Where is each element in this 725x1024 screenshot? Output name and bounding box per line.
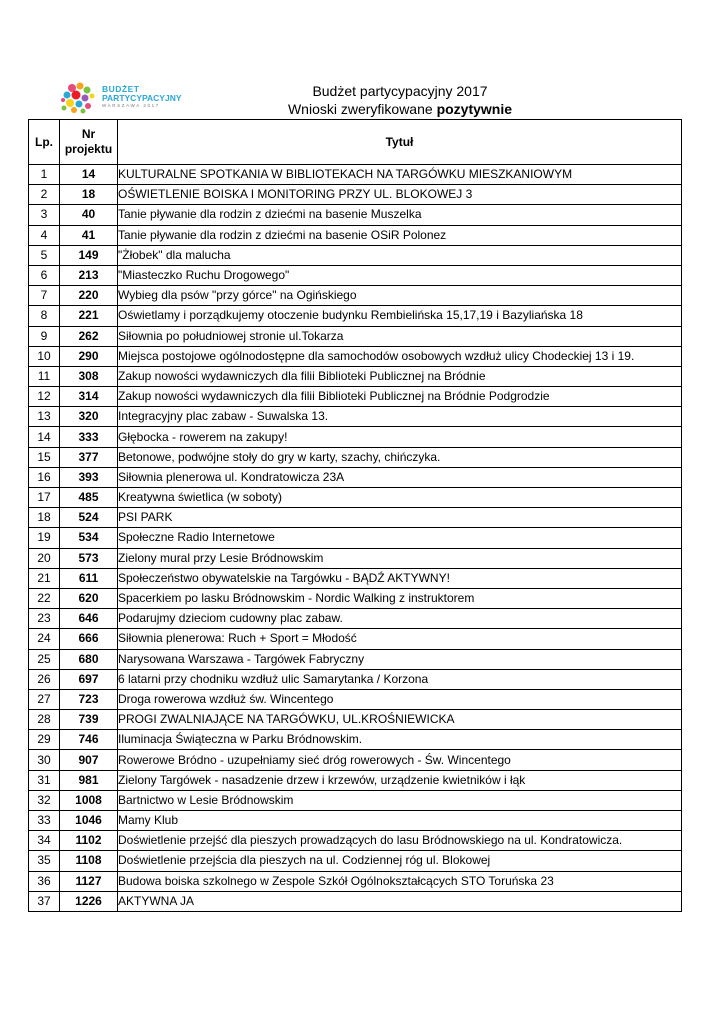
lp-cell: 23 <box>29 609 60 629</box>
table-row <box>29 629 682 649</box>
lp-cell: 34 <box>29 831 60 851</box>
table-row <box>29 286 682 306</box>
project-title-cell: KULTURALNE SPOTKANIA W BIBLIOTEKACH NA TARGÓWKU MIESZKANIOWYM <box>118 165 682 185</box>
lp-cell: 25 <box>29 649 60 669</box>
lp-cell: 24 <box>29 629 60 649</box>
project-title-cell: Siłownia plenerowa: Ruch + Sport = Młodość <box>118 629 682 649</box>
table-header-row <box>29 120 682 165</box>
project-number-cell: 907 <box>60 750 118 770</box>
project-title-cell: OŚWIETLENIE BOISKA I MONITORING PRZY UL. BLOKOWEJ 3 <box>118 185 682 205</box>
project-title-cell: Oświetlamy i porządkujemy otoczenie budynku Rembielińska 15,17,19 i Bazyliańska 18 <box>118 306 682 326</box>
project-number-cell: 697 <box>60 669 118 689</box>
project-number-cell: 620 <box>60 588 118 608</box>
lp-cell: 18 <box>29 508 60 528</box>
table-row <box>29 609 682 629</box>
project-number-cell: 485 <box>60 488 118 508</box>
table-row <box>29 306 682 326</box>
project-title-cell: "Miasteczko Ruchu Drogowego" <box>118 265 682 285</box>
project-number-cell: 611 <box>60 568 118 588</box>
lp-cell: 30 <box>29 750 60 770</box>
lp-cell: 5 <box>29 245 60 265</box>
project-title-cell: Wybieg dla psów "przy górce" na Ogińskiego <box>118 286 682 306</box>
project-title-cell: Droga rowerowa wzdłuż św. Wincentego <box>118 689 682 709</box>
table-row <box>29 225 682 245</box>
table-row <box>29 588 682 608</box>
table-row <box>29 851 682 871</box>
project-title-cell: Siłownia po południowej stronie ul.Tokarza <box>118 326 682 346</box>
lp-cell: 36 <box>29 871 60 891</box>
project-number-cell: 290 <box>60 346 118 366</box>
table-row <box>29 387 682 407</box>
project-title-cell: Doświetlenie przejścia dla pieszych na ul. Codziennej róg ul. Blokowej <box>118 851 682 871</box>
project-title-cell: AKTYWNA JA <box>118 891 682 911</box>
flower-logo-icon <box>58 78 102 118</box>
lp-cell: 22 <box>29 588 60 608</box>
lp-cell: 16 <box>29 467 60 487</box>
lp-cell: 7 <box>29 286 60 306</box>
project-number-cell: 40 <box>60 205 118 225</box>
project-number-cell: 220 <box>60 286 118 306</box>
project-title-cell: "Żłobek" dla malucha <box>118 245 682 265</box>
table-row <box>29 185 682 205</box>
lp-cell: 27 <box>29 689 60 709</box>
project-title-cell: Iluminacja Świąteczna w Parku Bródnowskim. <box>118 730 682 750</box>
project-number-cell: 981 <box>60 770 118 790</box>
lp-cell: 17 <box>29 488 60 508</box>
project-title-cell: Budowa boiska szkolnego w Zespole Szkół Ogólnokształcących STO Toruńska 23 <box>118 871 682 891</box>
project-title-cell: Społeczeństwo obywatelskie na Targówku - BĄDŹ AKTYWNY! <box>118 568 682 588</box>
project-title-cell: 6 latarni przy chodniku wzdłuż ulic Samarytanka / Korzona <box>118 669 682 689</box>
project-title-cell: PROGI ZWALNIAJĄCE NA TARGÓWKU, UL.KROŚNIEWICKA <box>118 710 682 730</box>
project-number-cell: 1102 <box>60 831 118 851</box>
lp-cell: 28 <box>29 710 60 730</box>
project-title-cell: Miejsca postojowe ogólnodostępne dla samochodów osobowych wzdłuż ulicy Chodeckiej 13 i 19. <box>118 346 682 366</box>
table-row <box>29 245 682 265</box>
nr-header-line-2: projektu <box>64 142 113 156</box>
table-row <box>29 871 682 891</box>
lp-cell: 3 <box>29 205 60 225</box>
table-row <box>29 265 682 285</box>
lp-cell: 8 <box>29 306 60 326</box>
lp-cell: 11 <box>29 366 60 386</box>
table-row <box>29 790 682 810</box>
logo-line-3: WARSZAWA 2017 <box>102 103 160 108</box>
project-number-cell: 534 <box>60 528 118 548</box>
project-number-cell: 1046 <box>60 811 118 831</box>
column-title-header: Tytuł <box>118 120 682 165</box>
lp-cell: 21 <box>29 568 60 588</box>
column-lp-header: Lp. <box>29 120 60 165</box>
table-row <box>29 649 682 669</box>
project-number-cell: 1008 <box>60 790 118 810</box>
project-number-cell: 314 <box>60 387 118 407</box>
project-title-cell: Zakup nowości wydawniczych dla filii Biblioteki Publicznej na Bródnie Podgrodzie <box>118 387 682 407</box>
table-row <box>29 346 682 366</box>
lp-cell: 10 <box>29 346 60 366</box>
lp-cell: 13 <box>29 407 60 427</box>
project-title-cell: Tanie pływanie dla rodzin z dziećmi na basenie OSiR Polonez <box>118 225 682 245</box>
project-title-cell: PSI PARK <box>118 508 682 528</box>
project-number-cell: 213 <box>60 265 118 285</box>
project-title-cell: Społeczne Radio Internetowe <box>118 528 682 548</box>
table-row <box>29 467 682 487</box>
project-number-cell: 1127 <box>60 871 118 891</box>
lp-cell: 9 <box>29 326 60 346</box>
project-number-cell: 308 <box>60 366 118 386</box>
project-number-cell: 646 <box>60 609 118 629</box>
subtitle-prefix: Wnioski zweryfikowane <box>287 101 437 117</box>
table-row <box>29 891 682 911</box>
lp-cell: 14 <box>29 427 60 447</box>
lp-cell: 19 <box>29 528 60 548</box>
table-row <box>29 689 682 709</box>
table-row <box>29 508 682 528</box>
project-number-cell: 524 <box>60 508 118 528</box>
project-number-cell: 746 <box>60 730 118 750</box>
lp-cell: 37 <box>29 891 60 911</box>
table-row <box>29 366 682 386</box>
column-nr-header <box>60 120 118 165</box>
project-title-cell: Zielony mural przy Lesie Bródnowskim <box>118 548 682 568</box>
table-row <box>29 488 682 508</box>
table-row <box>29 770 682 790</box>
table-row <box>29 669 682 689</box>
project-title-cell: Spacerkiem po lasku Bródnowskim - Nordic Walking z instruktorem <box>118 588 682 608</box>
table-row <box>29 831 682 851</box>
lp-cell: 2 <box>29 185 60 205</box>
nr-header-line-1: Nr <box>81 127 96 141</box>
project-number-cell: 149 <box>60 245 118 265</box>
table-row <box>29 447 682 467</box>
project-number-cell: 1108 <box>60 851 118 871</box>
lp-cell: 33 <box>29 811 60 831</box>
project-title-cell: Podarujmy dzieciom cudowny plac zabaw. <box>118 609 682 629</box>
project-title-cell: Zielony Targówek - nasadzenie drzew i krzewów, urządzenie kwietników i łąk <box>118 770 682 790</box>
project-number-cell: 666 <box>60 629 118 649</box>
table-row <box>29 528 682 548</box>
lp-cell: 6 <box>29 265 60 285</box>
lp-cell: 4 <box>29 225 60 245</box>
project-number-cell: 393 <box>60 467 118 487</box>
project-number-cell: 573 <box>60 548 118 568</box>
lp-cell: 32 <box>29 790 60 810</box>
project-title-cell: Zakup nowości wydawniczych dla filii Biblioteki Publicznej na Bródnie <box>118 366 682 386</box>
lp-cell: 12 <box>29 387 60 407</box>
subtitle-bold: pozytywnie <box>436 101 513 117</box>
lp-cell: 35 <box>29 851 60 871</box>
table-row <box>29 165 682 185</box>
lp-cell: 31 <box>29 770 60 790</box>
project-number-cell: 221 <box>60 306 118 326</box>
project-title-cell: Doświetlenie przejść dla pieszych prowadzących do lasu Bródnowskiego na ul. Kondratowicza. <box>118 831 682 851</box>
budzet-partycypacyjny-logo <box>58 78 183 118</box>
project-title-cell: Betonowe, podwójne stoły do gry w karty, szachy, chińczyka. <box>118 447 682 467</box>
project-title-cell: Narysowana Warszawa - Targówek Fabryczny <box>118 649 682 669</box>
logo-line-2: PARTYCYPACYJNY <box>102 93 182 103</box>
table-row <box>29 205 682 225</box>
project-number-cell: 1226 <box>60 891 118 911</box>
lp-cell: 1 <box>29 165 60 185</box>
lp-cell: 20 <box>29 548 60 568</box>
project-title-cell: Kreatywna świetlica (w soboty) <box>118 488 682 508</box>
table-row <box>29 427 682 447</box>
project-number-cell: 377 <box>60 447 118 467</box>
project-title-cell: Integracyjny plac zabaw - Suwalska 13. <box>118 407 682 427</box>
table-row <box>29 326 682 346</box>
table-row <box>29 568 682 588</box>
project-title-cell: Rowerowe Bródno - uzupełniamy sieć dróg rowerowych - Św. Wincentego <box>118 750 682 770</box>
lp-cell: 29 <box>29 730 60 750</box>
project-number-cell: 320 <box>60 407 118 427</box>
project-number-cell: 262 <box>60 326 118 346</box>
project-title-cell: Bartnictwo w Lesie Bródnowskim <box>118 790 682 810</box>
project-number-cell: 739 <box>60 710 118 730</box>
table-row <box>29 710 682 730</box>
page-title: Budżet partycypacyjny 2017 <box>312 83 488 99</box>
project-number-cell: 41 <box>60 225 118 245</box>
projects-table <box>28 119 682 912</box>
project-title-cell: Siłownia plenerowa ul. Kondratowicza 23A <box>118 467 682 487</box>
project-title-cell: Tanie pływanie dla rodzin z dziećmi na basenie Muszelka <box>118 205 682 225</box>
project-number-cell: 680 <box>60 649 118 669</box>
project-title-cell: Mamy Klub <box>118 811 682 831</box>
page-subtitle <box>230 100 570 118</box>
project-number-cell: 333 <box>60 427 118 447</box>
lp-cell: 26 <box>29 669 60 689</box>
lp-cell: 15 <box>29 447 60 467</box>
project-title-cell: Głębocka - rowerem na zakupy! <box>118 427 682 447</box>
table-row <box>29 811 682 831</box>
project-number-cell: 14 <box>60 165 118 185</box>
project-number-cell: 18 <box>60 185 118 205</box>
table-row <box>29 407 682 427</box>
logo-line-1: BUDŻET <box>102 84 140 94</box>
table-row <box>29 548 682 568</box>
table-row <box>29 730 682 750</box>
project-number-cell: 723 <box>60 689 118 709</box>
table-row <box>29 750 682 770</box>
